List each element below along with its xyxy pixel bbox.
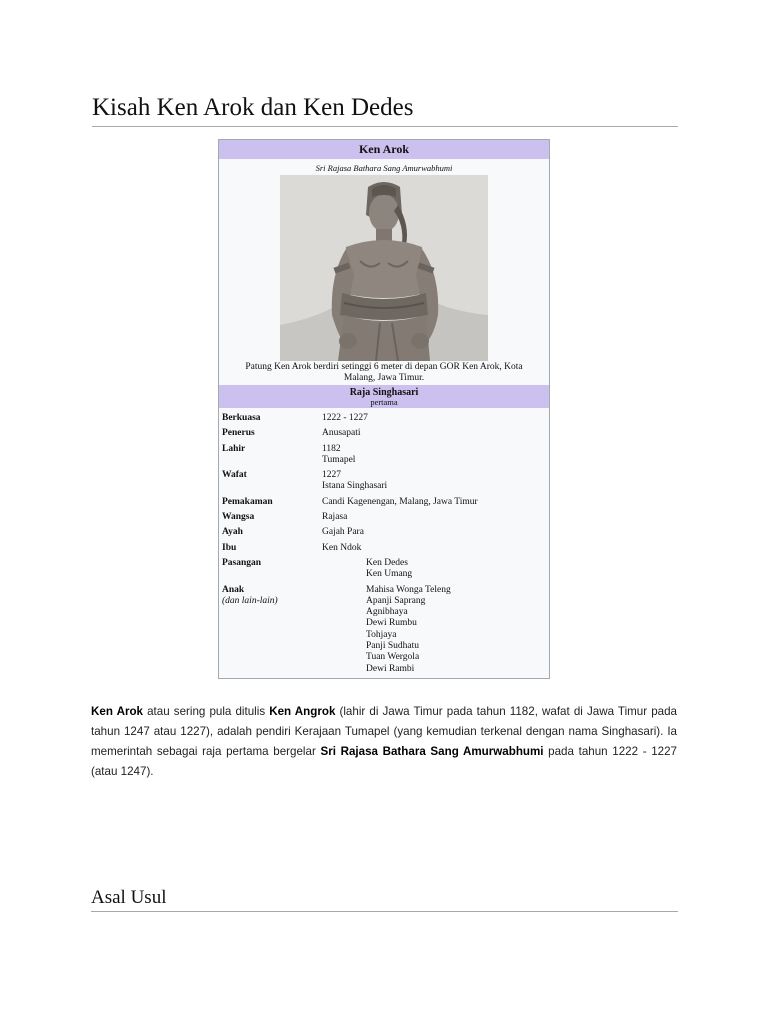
row-berkuasa (219, 413, 549, 424)
row-value: Gajah Para (322, 527, 364, 538)
row-lahir (219, 444, 549, 467)
infobox-name: Ken Arok (219, 140, 549, 159)
row-pasangan (219, 558, 549, 581)
row-value: Ken Ndok (322, 542, 362, 553)
row-key: Pasangan (222, 557, 262, 568)
row-key: Berkuasa (222, 413, 261, 423)
row-key: Pemakaman (222, 496, 273, 507)
statue-illustration (280, 175, 488, 361)
bold-name: Ken Arok (91, 705, 143, 718)
statue-image (280, 175, 488, 361)
row-key: Penerus (222, 428, 255, 439)
row-key: Anak (dan lain-lain) (219, 585, 322, 675)
row-key: Lahir (222, 443, 246, 454)
row-ibu (219, 543, 549, 554)
row-value: Candi Kagenengan, Malang, Jawa Timur (322, 496, 478, 507)
infobox-full-title: Sri Rajasa Bathara Sang Amurwabhumi (315, 163, 453, 173)
row-key-note: (dan lain-lain) (222, 595, 278, 606)
row-value: Ken Dedes Ken Umang (366, 557, 413, 580)
row-ayah (219, 527, 549, 538)
row-value[interactable]: Anusapati (322, 428, 361, 439)
image-caption: Patung Ken Arok berdiri setinggi 6 meter di depan GOR Ken Arok, Kota Malang, Jawa Timur. (245, 362, 523, 383)
bold-royal-title: Sri Rajasa Bathara Sang Amurwabhumi (320, 745, 544, 758)
intro-paragraph: Ken Arok atau sering pula ditulis Ken Angrok (lahir di Jawa Timur pada tahun 1182, wafat di Jawa Timur pada tahun 1247 atau 1227), adalah pendiri Kerajaan Tumapel (yang kemudian terkenal dengan nama Singhasari). Ia memerintah sebagai raja pertama bergelar Sri Rajasa Bathara Sang Amurwabhumi pada tahun 1222 - 1227 (atau 1247). (91, 705, 678, 778)
row-pemakaman (219, 497, 549, 508)
section-heading: Asal Usul (91, 886, 678, 912)
row-key: Wafat (222, 470, 247, 481)
row-key: Ayah (222, 527, 243, 538)
office-title: Raja Singhasari (349, 387, 419, 398)
row-value: 1222 - 1227 (322, 413, 368, 423)
row-key: Ibu (222, 542, 237, 553)
page-title: Kisah Ken Arok dan Ken Dedes (92, 92, 678, 127)
row-value: Mahisa Wonga Teleng Apanji Saprang Agnibhaya Dewi Rumbu Tohjaya Panji Sudhatu Tuan Wergola Dewi Rambi (366, 584, 451, 674)
row-value: 1227 Istana Singhasari (322, 470, 388, 492)
row-value: Rajasa (322, 512, 348, 523)
row-anak (219, 585, 549, 675)
row-value: 1182 Tumapel (322, 443, 356, 465)
row-wafat (219, 470, 549, 493)
office-note: pertama (370, 397, 398, 407)
office-header (219, 385, 549, 408)
row-wangsa (219, 512, 549, 523)
bold-alt-name: Ken Angrok (269, 705, 336, 718)
row-key: Wangsa (222, 512, 255, 523)
infobox-rows (219, 408, 549, 678)
row-penerus (219, 428, 549, 439)
infobox (218, 139, 550, 679)
